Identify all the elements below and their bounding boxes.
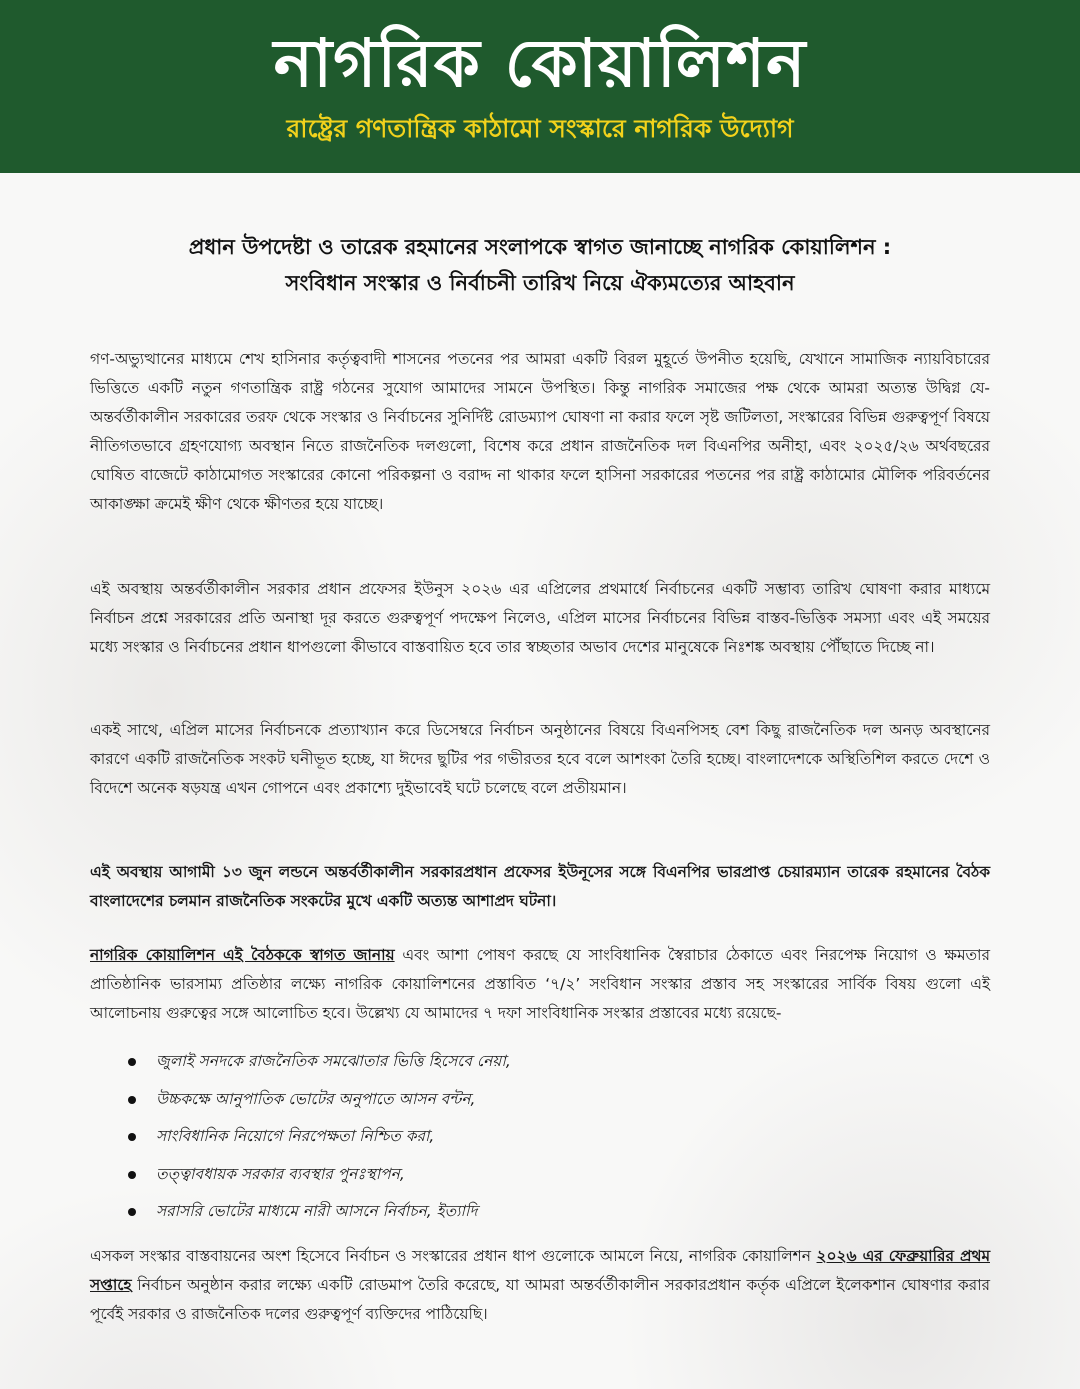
- list-item: সরাসরি ভোটের মাধ্যমে নারী আসনে নির্বাচন, ইত্যাদি: [128, 1193, 948, 1231]
- paragraph-3: একই সাথে, এপ্রিল মাসের নির্বাচনকে প্রত্যাখ্যান করে ডিসেম্বরে নির্বাচন অনুষ্ঠানের বিষয়ে বিএনপিসহ বেশ কিছু রাজনৈতিক দল অনড় অবস্থানের কারণে একটি রাজনৈতিক সংকট ঘনীভূত হচ্ছে, যা ঈদের ছুটির পর গভীরতর হবে বলে আশংকা তৈরি হচ্ছে। বাংলাদেশকে অস্থিতিশিল করতে দেশে ও বিদেশে অনেক ষড়যন্ত্র এখন গোপনে এবং প্রকাশ্যে দুইভাবেই ঘটে চলেছে বলে প্রতীয়মান।: [90, 721, 990, 797]
- paragraph-1: গণ-অভ্যুত্থানের মাধ্যমে শেখ হাসিনার কর্তৃত্ববাদী শাসনের পতনের পর আমরা একটি বিরল মুহূর্তে উপনীত হয়েছি, যেখানে সামাজিক ন্যায়বিচারের ভিত্তিতে একটি নতুন গণতান্ত্রিক রাষ্ট্র গঠনের সুযোগ আমাদের সামনে উপস্থিত। কিন্তু নাগরিক সমাজের পক্ষ থেকে আমরা অত্যন্ত উদ্বিগ্ন যে- অন্তর্বর্তীকালীন সরকারের তরফ থেকে সংস্কার ও নির্বাচনের সুনির্দিষ্ট রোডম্যাপ ঘোষণা না করার ফলে সৃষ্ট জটিলতা, সংস্কারের বিভিন্ন গুরুত্বপূর্ণ বিষয়ে নীতিগতভাবে গ্রহণযোগ্য অবস্থান নিতে রাজনৈতিক দলগুলো, বিশেষ করে প্রধান রাজনৈতিক দল বিএনপির অনীহা, এবং ২০২৫/২৬ অর্থবছরের ঘোষিত বাজেটে কাঠামোগত সংস্কারের কোনো পরিকল্পনা ও বরাদ্দ না থাকার ফলে হাসিনা সরকারের পতনের পর রাষ্ট্র কাঠামোর মৌলিক পরিবর্তনের আকাঙ্ক্ষা ক্রমেই ক্ষীণ থেকে ক্ষীণতর হয়ে যাচ্ছে।: [90, 350, 990, 513]
- headline-line-2: সংবিধান সংস্কার ও নির্বাচনী তারিখ নিয়ে ঐক্যমত্যের আহবান: [285, 271, 795, 295]
- organization-logo-title: নাগরিক কোয়ালিশন: [273, 25, 807, 102]
- list-item: জুলাই সনদকে রাজনৈতিক সমঝোতার ভিত্তি হিসেবে নেয়া,: [128, 1043, 948, 1081]
- paragraph-5-text: এবং আশা পোষণ করছে যে সাংবিধানিক স্বৈরাচার ঠেকাতে এবং নিরপেক্ষ নিয়োগ ও ক্ষমতার প্রাতিষ্ঠানিক ভারসাম্য প্রতিষ্ঠার লক্ষ্যে নাগরিক কোয়ালিশনের প্রস্তাবিত ‘৭/২’ সংবিধান সংস্কার প্রস্তাব সহ সংস্কারের সার্বিক বিষয় গুলো এই আলোচনায় গুরুত্বের সঙ্গে আলোচিত হবে। উল্লেখ্য যে আমাদের ৭ দফা সাংবিধানিক সংস্কার প্রস্তাবের মধ্যে রয়েছে-: [90, 946, 990, 1022]
- header-banner: [0, 0, 1080, 173]
- reform-proposals-list: [128, 1043, 948, 1231]
- list-item: তত্ত্বাবধায়ক সরকার ব্যবস্থার পুনঃস্থাপন,: [128, 1156, 948, 1194]
- paragraph-2: এই অবস্থায় অন্তর্বর্তীকালীন সরকার প্রধান প্রফেসর ইউনুস ২০২৬ এর এপ্রিলের প্রথমার্ধে নির্বাচনের একটি সম্ভাব্য তারিখ ঘোষণা করার মাধ্যমে নির্বাচন প্রশ্নে সরকারের প্রতি অনাস্থা দূর করতে গুরুত্বপূর্ণ পদক্ষেপ নিলেও, এপ্রিল মাসের নির্বাচনের বিভিন্ন বাস্তব-ভিত্তিক সমস্যা এবং এই সময়ের মধ্যে সংস্কার ও নির্বাচনের প্রধান ধাপগুলো কীভাবে বাস্তবায়িত হবে তার স্বচ্ছতার অভাব দেশের মানুষেকে নিঃশঙ্ক অবস্থায় পৌঁছাতে দিচ্ছে না।: [90, 580, 990, 656]
- headline-line-1: প্রধান উপদেষ্টা ও তারেক রহমানের সংলাপকে স্বাগত জানাচ্ছে নাগরিক কোয়ালিশন :: [188, 235, 892, 259]
- coalition-welcome-highlight: নাগরিক কোয়ালিশন এই বৈঠককে স্বাগত জানায়: [90, 946, 395, 964]
- election-date-highlight: ২০২৬ এর ফেব্রুয়ারির প্রথম সপ্তাহে: [90, 1247, 990, 1294]
- paragraph-6: [90, 1242, 990, 1329]
- organization-tagline: রাষ্ট্রের গণতান্ত্রিক কাঠামো সংস্কারে নাগরিক উদ্যোগ: [286, 114, 794, 143]
- paragraph-5: [90, 941, 990, 1028]
- paragraph-4: এই অবস্থায় আগামী ১৩ জুন লন্ডনে অন্তর্বর্তীকালীন সরকারপ্রধান প্রফেসর ইউনূসের সঙ্গে বিএনপির ভারপ্রাপ্ত চেয়ারম্যান তারেক রহমানের বৈঠক বাংলাদেশের চলমান রাজনৈতিক সংকটের মুখে একটি অত্যন্ত আশাপ্রদ ঘটনা।: [90, 863, 990, 910]
- paragraph-6-start: এসকল সংস্কার বাস্তবায়নের অংশ হিসেবে নির্বাচন ও সংস্কারের প্রধান ধাপ গুলোকে আমলে নিয়ে, নাগরিক কোয়ালিশন: [90, 1247, 817, 1265]
- list-item: উচ্চকক্ষে আনুপাতিক ভোটের অনুপাতে আসন বন্টন,: [128, 1081, 948, 1119]
- list-item: সাংবিধানিক নিয়োগে নিরপেক্ষতা নিশ্চিত করা,: [128, 1118, 948, 1156]
- paragraph-6-text: নির্বাচন অনুষ্ঠান করার লক্ষ্যে একটি রোডমাপ তৈরি করেছে, যা আমরা অন্তর্বর্তীকালীন সরকারপ্রধান কর্তৃক এপ্রিলে ইলেকশান ঘোষণার করার পূর্বেই সরকার ও রাজনৈতিক দলের গুরুত্বপূর্ণ ব্যক্তিদের পাঠিয়েছি।: [90, 1276, 990, 1323]
